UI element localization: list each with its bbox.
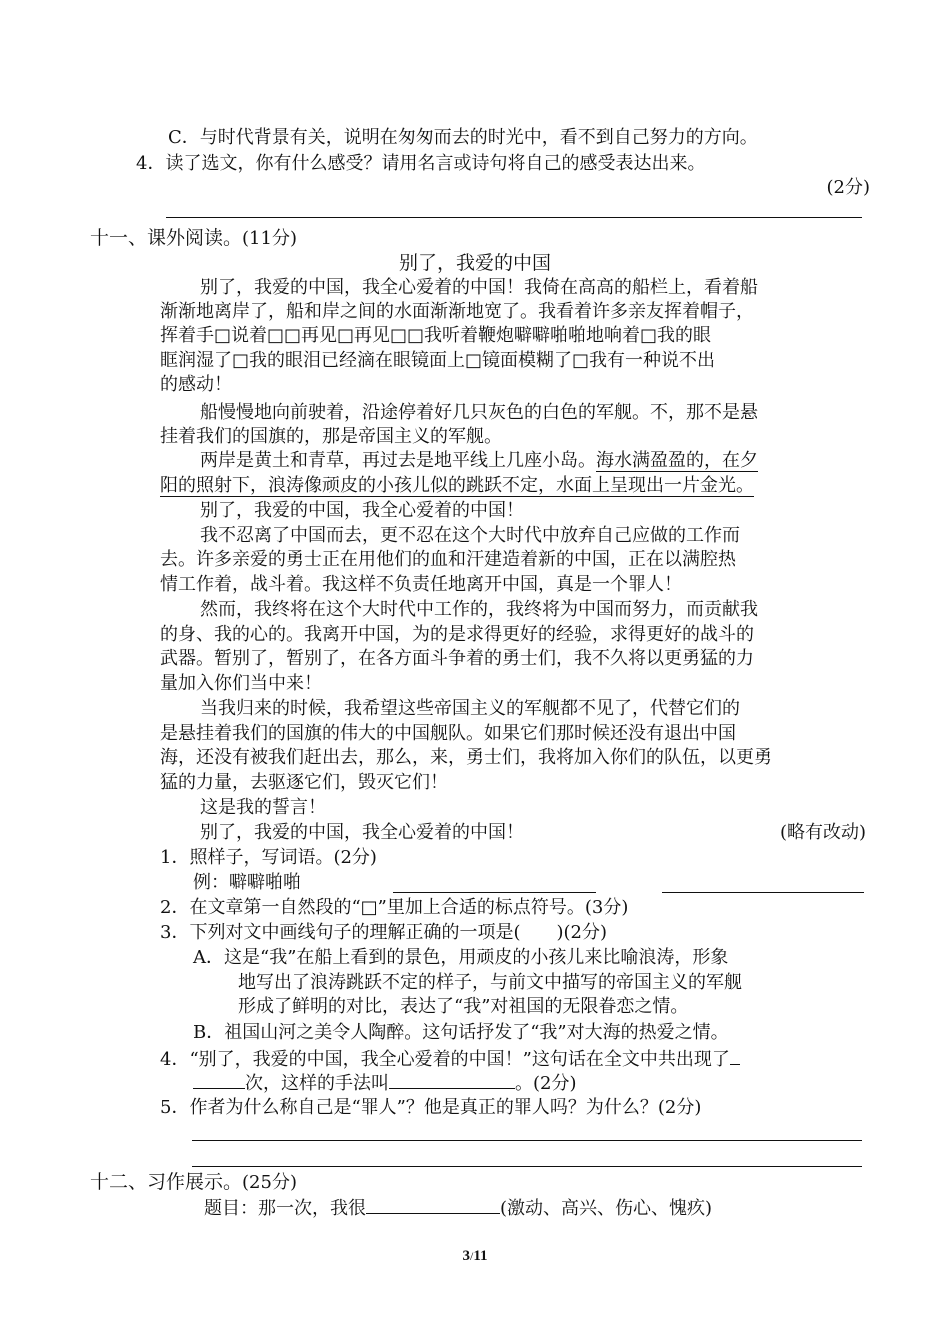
answer-line [166, 217, 862, 218]
q4-line-2 [193, 1070, 577, 1096]
q2: 2．在文章第一自然段的“□”里加上合适的标点符号。(3分) [160, 897, 629, 918]
q5-answer-line-2[interactable] [192, 1166, 862, 1167]
section-12-heading [90, 1170, 297, 1195]
p4: 别了，我爱的中国，我全心爱着的中国！ [200, 500, 524, 521]
writing-prompt [204, 1195, 712, 1221]
p2-line-2: 挂着我们的国旗的，那是帝国主义的军舰。 [160, 426, 502, 447]
adaptation-note: (略有改动) [779, 822, 866, 843]
q3-option-a-line-3: 形成了鲜明的对比，表达了“我”对祖国的无限眷恋之情。 [238, 996, 689, 1017]
q4-blank-count[interactable] [193, 1070, 245, 1089]
q1-example: 例：噼噼啪啪 [193, 872, 301, 893]
q4-text-mid: 次，这样的手法叫 [245, 1073, 389, 1094]
page-number [0, 1244, 950, 1268]
p6-line-3: 武器。暂别了，暂别了，在各方面斗争着的勇士们，我不久将以更勇猛的力 [160, 648, 754, 669]
p1-line-1: 别了，我爱的中国，我全心爱着的中国！我倚在高高的船栏上，看着船 [200, 277, 758, 298]
p5-line-1: 我不忍离了中国而去，更不忍在这个大时代中放弃自己应做的工作而 [200, 525, 740, 546]
section-11-heading [90, 226, 297, 251]
q5-answer-line-1[interactable] [192, 1140, 862, 1141]
p1-line-3: 挥着手□说着□□再见□再见□□我听着鞭炮噼噼啪啪地响着□我的眼 [160, 325, 712, 346]
p7-line-4: 猛的力量，去驱逐它们，毁灭它们！ [160, 772, 448, 793]
q4-line-1 [160, 1046, 740, 1072]
writing-prompt-blank[interactable] [366, 1195, 500, 1214]
p3-line-2 [160, 474, 754, 498]
p7-line-1: 当我归来的时候，我希望这些帝国主义的军舰都不见了，代替它们的 [200, 698, 740, 719]
option-c: C．与时代背景有关，说明在匆匆而去的时光中，看不到自己努力的方向。 [168, 127, 758, 148]
page-slash: / [469, 1249, 474, 1263]
p7-line-2: 是悬挂着我们的国旗的伟大的中国舰队。如果它们那时候还没有退出中国 [160, 723, 736, 744]
question-4-prev: 4．读了选文，你有什么感受？请用名言或诗句将自己的感受表达出来。 [136, 153, 706, 174]
q4-text-end: 。(2分) [515, 1073, 577, 1094]
p1-line-2: 渐渐地离岸了，船和岸之间的水面渐渐地宽了。我看着许多亲友挥着帽子， [160, 301, 754, 322]
question-4-score: (2分) [826, 177, 870, 198]
p3-line-1 [200, 449, 758, 473]
section-11-title: 十一、课外阅读。 [90, 227, 243, 249]
section-12-score: (25分) [242, 1172, 297, 1193]
page-total: 11 [473, 1248, 488, 1264]
underlined-sentence-part-1: 海水满盈盈的，在夕 [596, 450, 758, 471]
p6-line-1: 然而，我终将在这个大时代中工作的，我终将为中国而努力，而贡献我 [200, 599, 758, 620]
p3-plain: 两岸是黄土和青草，再过去是地平线上几座小岛。 [200, 450, 596, 471]
q3-option-b: B．祖国山河之美令人陶醉。这句话抒发了“我”对大海的热爱之情。 [193, 1022, 729, 1043]
section-12-title: 十二、习作展示。 [90, 1171, 243, 1193]
q4-blank-technique[interactable] [389, 1070, 515, 1089]
q3-option-a-line-2: 地写出了浪涛跳跃不定的样子，与前文中描写的帝国主义的军舰 [238, 972, 742, 993]
p6-line-2: 的身、我的心的。我离开中国，为的是求得更好的经验，求得更好的战斗的 [160, 624, 754, 645]
q3: 3．下列对文中画线句子的理解正确的一项是( )(2分) [160, 922, 607, 943]
section-11-score: (11分) [242, 228, 297, 249]
q4-text: 4．“别了，我爱的中国，我全心爱着的中国！”这句话在全文中共出现了 [160, 1049, 730, 1070]
writing-prompt-start: 题目：那一次，我很 [204, 1198, 366, 1219]
q1: 1．照样子，写词语。(2分) [160, 847, 377, 868]
p6-line-4: 量加入你们当中来！ [160, 673, 322, 694]
p2-line-1: 船慢慢地向前驶着，沿途停着好几只灰色的白色的军舰。不，那不是悬 [200, 402, 758, 423]
q1-answer-blank-2[interactable] [662, 892, 864, 893]
page-current: 3 [462, 1248, 470, 1264]
p5-line-3: 情工作着，战斗着。我这样不负责任地离开中国，真是一个罪人！ [160, 574, 682, 595]
q4-blank-count-start[interactable] [730, 1046, 740, 1065]
p5-line-2: 去。许多亲爱的勇士正在用他们的血和汗建造着新的中国，正在以满腔热 [160, 549, 736, 570]
p9: 别了，我爱的中国，我全心爱着的中国！ [200, 822, 524, 843]
q3-option-a-line-1: A．这是“我”在船上看到的景色，用顽皮的小孩儿来比喻浪涛，形象 [193, 947, 729, 968]
underlined-sentence-part-2: 阳的照射下，浪涛像顽皮的小孩儿似的跳跃不定，水面上呈现出一片金光。 [160, 475, 754, 496]
p1-line-5: 的感动！ [160, 374, 232, 395]
q5: 5．作者为什么称自己是“罪人”？他是真正的罪人吗？为什么？(2分) [160, 1097, 702, 1118]
p1-line-4: 眶润湿了□我的眼泪已经滴在眼镜面上□镜面模糊了□我有一种说不出 [160, 350, 716, 371]
q1-answer-blank-1[interactable] [393, 892, 596, 893]
p8: 这是我的誓言！ [200, 797, 326, 818]
writing-prompt-options: (激动、高兴、伤心、愧疚) [500, 1198, 713, 1219]
passage-title: 别了，我爱的中国 [398, 252, 551, 274]
p7-line-3: 海，还没有被我们赶出去，那么，来，勇士们，我将加入你们的队伍，以更勇 [160, 747, 772, 768]
